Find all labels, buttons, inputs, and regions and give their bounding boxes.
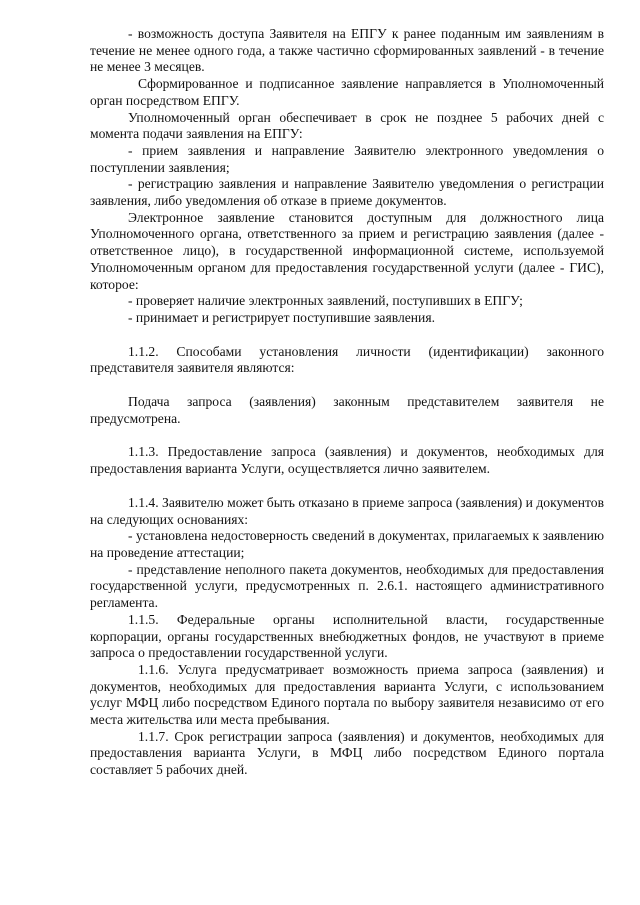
list-item-checks: - проверяет наличие электронных заявлений, поступивших в ЕПГУ; — [128, 293, 523, 309]
section-1-1-6: 1.1.6. Услуга предусматривает возможность приема запроса (заявления) и документов, необходимых для предоставления варианта Услуги, с использованием услуг МФЦ либо посредством Единого портала по выбору заявителя независимо от его места жительства или места пребывания. — [90, 661, 604, 728]
paragraph-representative: Подача запроса (заявления) законным представителем заявителя не предусмотрена. — [90, 394, 604, 426]
list-item-receipt-notice: - прием заявления и направление Заявителю электронного уведомления о поступлении заявления; — [90, 142, 604, 175]
section-1-1-5: 1.1.5. Федеральные органы исполнительной власти, государственные корпорации, органы государственных внебюджетных фондов, не участвуют в приеме запроса о предоставлении государственной услуги. — [90, 611, 604, 661]
document-page — [90, 26, 604, 779]
paragraph-electronic-application: Электронное заявление становится доступным для должностного лица Уполномоченного органа, ответственного за прием и регистрацию заявления (далее - ответственное лицо), в государственной информационной системе, используемой Уполномоченным органом для предоставления государственной услуги (далее - ГИС), которое: — [90, 209, 604, 292]
section-1-1-7: 1.1.7. Срок регистрации запроса (заявления) и документов, необходимых для предоставления варианта Услуги, в МФЦ либо посредством Единого портала составляет 5 рабочих дней. — [90, 728, 604, 778]
section-1-1-2: 1.1.2. Способами установления личности (идентификации) законного представителя заявителя являются: — [90, 343, 604, 376]
list-item-unreliable-info: - установлена недостоверность сведений в документах, прилагаемых к заявлению на проведение аттестации; — [90, 528, 604, 560]
section-1-1-3: 1.1.3. Предоставление запроса (заявления) и документов, необходимых для предоставления варианта Услуги, осуществляется лично заявителем. — [90, 444, 604, 477]
paragraph-epgu-access: - возможность доступа Заявителя на ЕПГУ к ранее поданным им заявлениям в течение не менее одного года, а также частично сформированных заявлений - в течение не менее 3 месяцев. — [90, 26, 604, 75]
section-1-1-4: 1.1.4. Заявителю может быть отказано в приеме запроса (заявления) и документов на следующих основаниях: — [90, 494, 604, 527]
list-item-incomplete-package: - представление неполного пакета документов, необходимых для предоставления государственной услуги, предусмотренных п. 2.6.1. настоящего административного регламента. — [90, 561, 604, 611]
paragraph-authority-duties: Уполномоченный орган обеспечивает в срок не позднее 5 рабочих дней с момента подачи заявления на ЕПГУ: — [90, 109, 604, 142]
list-item-registration-notice: - регистрацию заявления и направление Заявителю уведомления о регистрации заявления, либо уведомления об отказе в приеме документов. — [90, 176, 604, 209]
paragraph-submission: Сформированное и подписанное заявление направляется в Уполномоченный орган посредством ЕПГУ. — [90, 76, 604, 108]
list-item-accepts: - принимает и регистрирует поступившие заявления. — [128, 309, 435, 325]
